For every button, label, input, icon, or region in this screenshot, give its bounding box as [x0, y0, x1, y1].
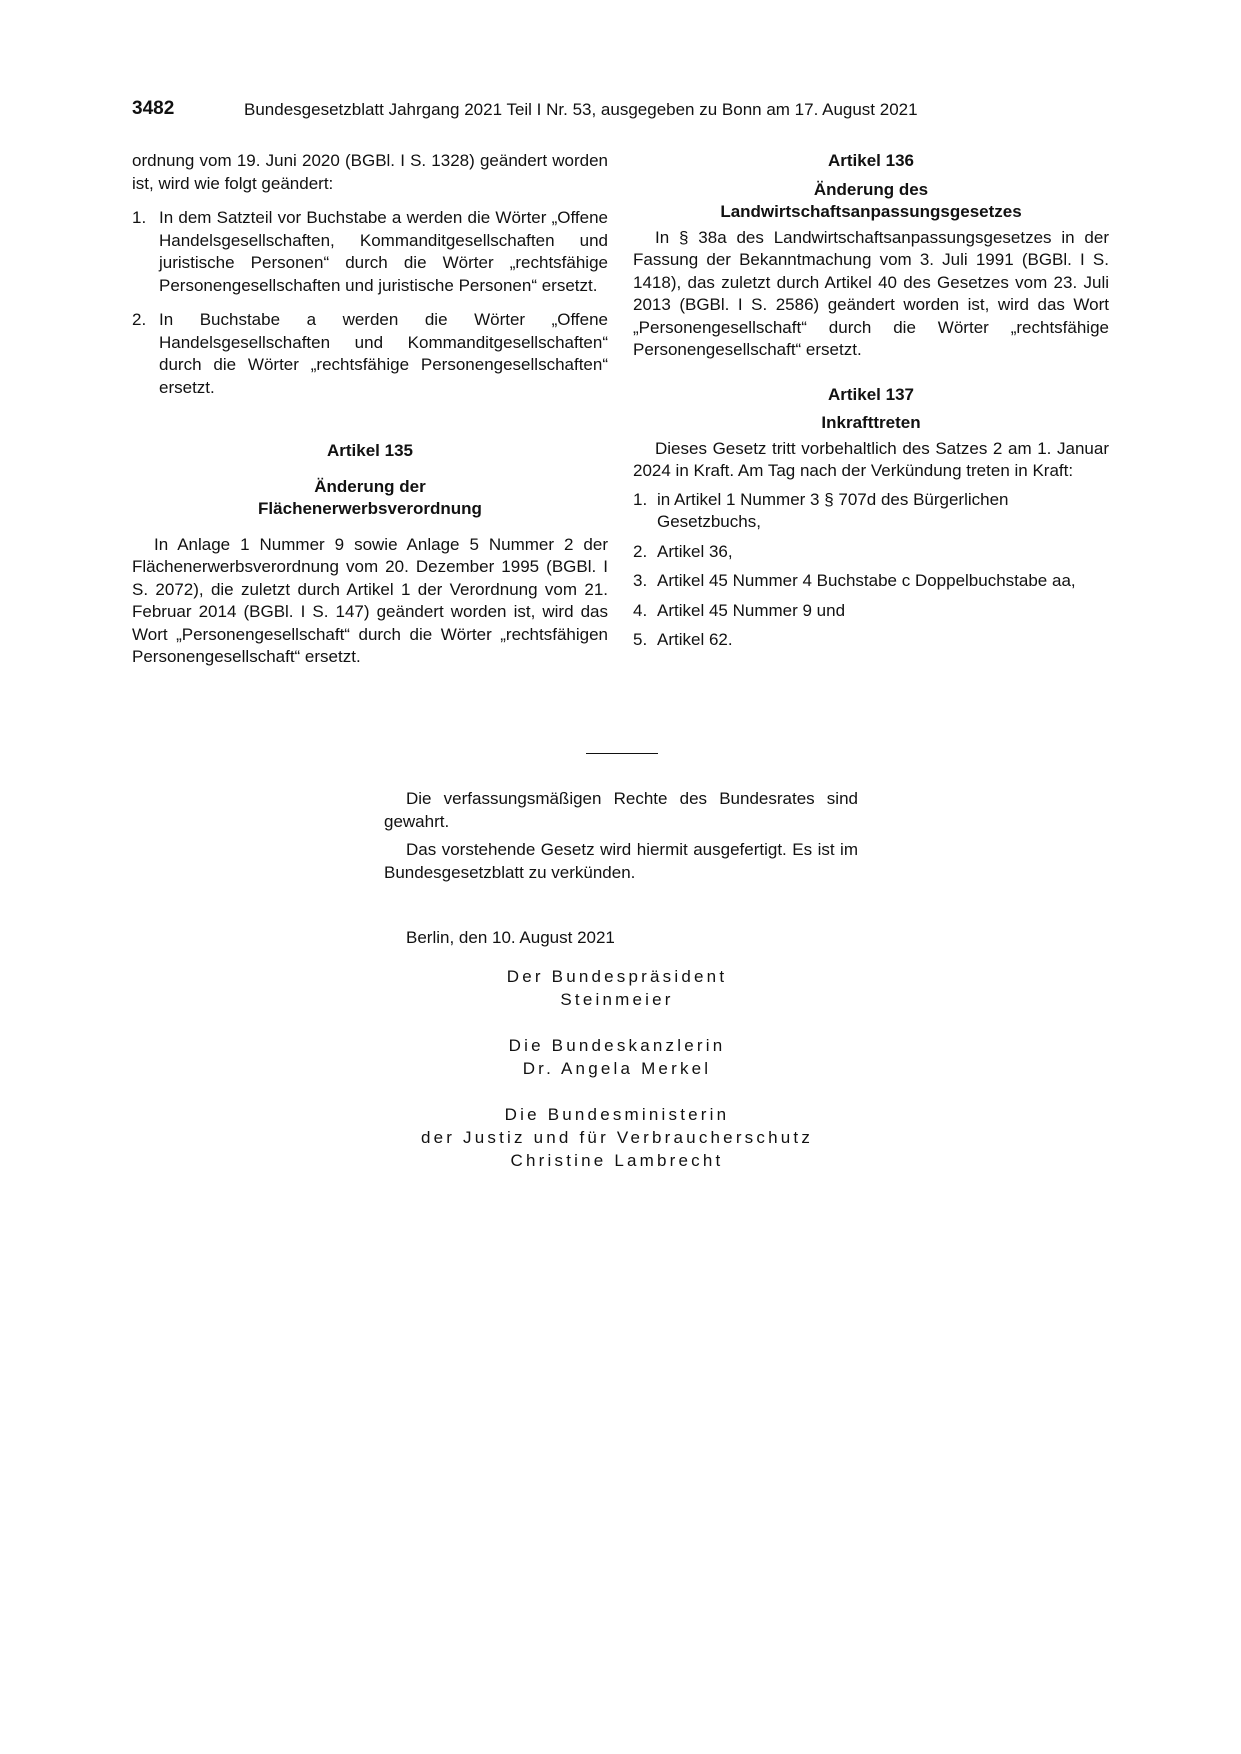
list-item-text: Artikel 62. — [657, 630, 733, 649]
signature-bundeskanzlerin — [360, 1034, 874, 1080]
list-item-number: 3. — [633, 571, 648, 590]
signature-role-detail: der Justiz und für Verbraucherschutz — [420, 1128, 814, 1147]
signature-role: Die Bundeskanzlerin — [508, 1036, 726, 1055]
right-column — [633, 150, 1109, 659]
inkraft-list — [633, 489, 1109, 652]
list-item-number: 5. — [633, 630, 648, 649]
list-item-text: Artikel 36, — [657, 541, 733, 561]
list-item-number: 1. — [132, 208, 147, 227]
article-137-heading: Artikel 137 — [828, 384, 914, 404]
list-item-text: Artikel 45 Nummer 9 und — [657, 600, 846, 620]
list-item-number: 1. — [633, 489, 648, 509]
signature-role: Die Bundesministerin — [504, 1105, 730, 1124]
list-item — [633, 541, 1109, 564]
article-135-subtitle-line2: Flächenerwerbsverordnung — [258, 499, 482, 518]
list-item — [633, 629, 1109, 652]
article-135-subtitle-line1: Änderung der — [314, 476, 426, 496]
article-136-subtitle-line2: Landwirtschaftsanpassungsgesetzes — [720, 202, 1022, 221]
amendment-list — [132, 207, 608, 399]
article-136-body: In § 38a des Landwirtschaftsanpassungsgesetzes in der Fassung der Bekanntmachung vom 3. Juli 1991 (BGBl. I S. 1418), das zuletzt durch Artikel 40 des Gesetzes vom 23. Juli 2013 (BGBl. I S. 2586) geändert worden ist, wird das Wort „Personengesellschaft“ durch die Wörter „rechtsfähige Personengesellschaft“ ersetzt. — [633, 227, 1109, 359]
place-date: Berlin, den 10. August 2021 — [406, 928, 615, 947]
list-item — [633, 570, 1109, 593]
article-136-heading: Artikel 136 — [828, 151, 914, 170]
list-item — [132, 207, 608, 297]
list-item-text: In dem Satzteil vor Buchstabe a werden die Wörter „Offene Handelsgesellschaften, Kommanditgesellschaften und juristische Personen“ durch die Wörter „rechtsfähige Personengesellschaften und juristische Personen“ ersetzt. — [159, 208, 608, 295]
signature-name: Christine Lambrecht — [510, 1151, 724, 1170]
page-header — [132, 98, 1121, 122]
signature-bundespraesident — [360, 965, 874, 1011]
signature-role: Der Bundespräsident — [506, 967, 728, 986]
closing-formula — [384, 788, 858, 890]
article-137-body: Dieses Gesetz tritt vorbehaltlich des Satzes 2 am 1. Januar 2024 in Kraft. Am Tag nach der Verkündung treten in Kraft: — [633, 438, 1109, 480]
separator-rule — [586, 753, 658, 754]
list-item-number: 4. — [633, 600, 648, 620]
closing-paragraph-execution: Das vorstehende Gesetz wird hiermit ausgefertigt. Es ist im Bundesgesetzblatt zu verkünden. — [384, 840, 858, 882]
list-item — [633, 489, 1109, 534]
list-item-text: in Artikel 1 Nummer 3 § 707d des Bürgerlichen Gesetzbuchs, — [657, 489, 1009, 531]
page-number: 3482 — [132, 98, 175, 119]
list-item-text: Artikel 45 Nummer 4 Buchstabe c Doppelbuchstabe aa, — [657, 571, 1076, 590]
signature-name: Steinmeier — [560, 990, 674, 1009]
article-137-subtitle: Inkrafttreten — [821, 413, 921, 432]
list-item — [633, 600, 1109, 623]
left-column — [132, 150, 608, 669]
article-135-body: In Anlage 1 Nummer 9 sowie Anlage 5 Nummer 2 der Flächenerwerbsverordnung vom 20. Dezember 1995 (BGBl. I S. 2072), die zuletzt durch Artikel 1 der Verordnung vom 21. Februar 2014 (BGBl. I S. 147) geändert worden ist, wird das Wort „Personengesellschaft“ durch die Wörter „rechtsfähigen Personengesellschaft“ ersetzt. — [132, 534, 608, 666]
list-item-number: 2. — [132, 310, 147, 329]
article-136-subtitle-line1: Änderung des — [813, 179, 929, 199]
signature-name: Dr. Angela Merkel — [522, 1059, 712, 1078]
signature-bundesministerin — [360, 1103, 874, 1172]
gazette-title: Bundesgesetzblatt Jahrgang 2021 Teil I Nr. 53, ausgegeben zu Bonn am 17. August 2021 — [244, 100, 918, 119]
intro-paragraph: ordnung vom 19. Juni 2020 (BGBl. I S. 1328) geändert worden ist, wird wie folgt geändert: — [132, 151, 608, 193]
list-item — [132, 309, 608, 399]
list-item-number: 2. — [633, 541, 648, 561]
closing-paragraph-rights: Die verfassungsmäßigen Rechte des Bundesrates sind gewahrt. — [384, 789, 858, 831]
article-135-heading: Artikel 135 — [327, 441, 413, 460]
list-item-text: In Buchstabe a werden die Wörter „Offene Handelsgesellschaften und Kommanditgesellschaften“ durch die Wörter „rechtsfähige Personengesellschaften“ ersetzt. — [159, 310, 608, 397]
